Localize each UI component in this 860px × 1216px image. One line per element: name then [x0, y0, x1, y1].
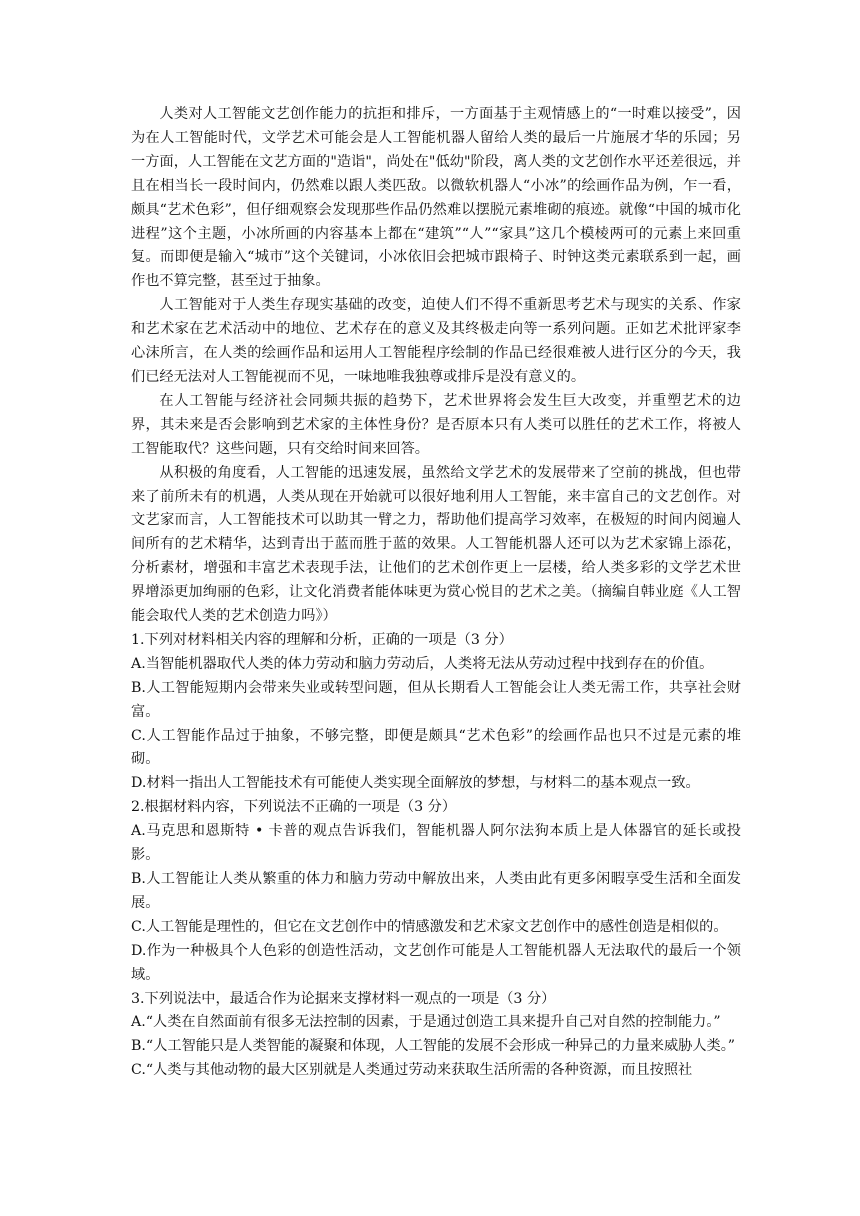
option-c: C.人工智能是理性的，但它在文艺创作中的情感激发和艺术家文艺创作中的感性创造是相似的。	[131, 918, 728, 935]
question-1	[131, 629, 741, 796]
option-d: D.材料一指出人工智能技术有可能使人类实现全面解放的梦想，与材料二的基本观点一致。	[131, 775, 700, 792]
question-3	[131, 988, 741, 1084]
article-paragraph-4: 从积极的角度看，人工智能的迅速发展，虽然给文学艺术的发展带来了空前的挑战，但也带来了前所未有的机遇，人类从现在开始就可以很好地利用人工智能，来丰富自己的文艺创作。对文艺家而言，人工智能技术可以助其一臂之力，帮助他们提高学习效率，在极短的时间内阅遍人间所有的艺术精华，达到青出于蓝而胜于蓝的效果。人工智能机器人还可以为艺术家锦上添花，分析素材，增强和丰富艺术表现手法，让他们的艺术创作更上一层楼，给人类多彩的文学艺术世界增添更加绚丽的色彩，让文化消费者能体味更为赏心悦目的艺术之美。（摘编自韩业庭《人工智能会取代人类的艺术创造力吗》）	[131, 464, 741, 625]
option-a: A.马克思和恩斯特 • 卡普的观点告诉我们，智能机器人阿尔法狗本质上是人体器官的延长或投影。	[131, 823, 741, 864]
option-b: B.人工智能让人类从繁重的体力和脑力劳动中解放出来，人类由此有更多闲暇享受生活和全面发展。	[131, 871, 741, 911]
article	[131, 103, 741, 629]
article-paragraph-2: 人工智能对于人类生存现实基础的改变，迫使人们不得不重新思考艺术与现实的关系、作家和艺术家在艺术活动中的地位、艺术存在的意义及其终极走向等一系列问题。正如艺术批评家李心沫所言，在人类的绘画作品和运用人工智能程序绘制的作品已经很难被人进行区分的今天，我们已经无法对人工智能视而不见，一味地唯我独尊或排斥是没有意义的。	[131, 297, 741, 385]
option-a: A.当智能机器取代人类的体力劳动和脑力劳动后，人类将无法从劳动过程中找到存在的价值。	[131, 655, 714, 672]
option-d: D.作为一种极具个人色彩的创造性活动，文艺创作可能是人工智能机器人无法取代的最后一个领域。	[131, 942, 741, 983]
article-paragraph-3: 在人工智能与经济社会同频共振的趋势下，艺术世界将会发生巨大改变，并重塑艺术的边界，其未来是否会影响到艺术家的主体性身份？是否原本只有人类可以胜任的艺术工作，将被人工智能取代？这些问题，只有交给时间来回答。	[131, 392, 741, 457]
question-stem: 2.根据材料内容，下列说法不正确的一项是（3 分）	[131, 799, 457, 816]
exam-page	[131, 103, 741, 1083]
question-stem: 1.下列对材料相关内容的理解和分析，正确的一项是（3 分）	[131, 631, 513, 648]
question-2	[131, 796, 741, 987]
question-stem: 3.下列说法中，最适合作为论据来支撑材料一观点的一项是（3 分）	[131, 990, 556, 1007]
option-b: B.“人工智能只是人类智能的凝聚和体现，人工智能的发展不会形成一种异己的力量来威胁人类。”	[131, 1038, 736, 1055]
option-c: C.“人类与其他动物的最大区别就是人类通过劳动来获取生活所需的各种资源，而且按照社	[131, 1062, 693, 1079]
option-a: A.“人类在自然面前有很多无法控制的因素，于是通过创造工具来提升自己对自然的控制能力。”	[131, 1014, 721, 1031]
option-c: C.人工智能作品过于抽象，不够完整，即便是颇具“艺术色彩”的绘画作品也只不过是元素的堆砌。	[131, 727, 741, 768]
option-b: B.人工智能短期内会带来失业或转型问题，但从长期看人工智能会让人类无需工作，共享社会财富。	[131, 679, 741, 720]
article-paragraph-1: 人类对人工智能文艺创作能力的抗拒和排斥，一方面基于主观情感上的“一时难以接受”，因为在人工智能时代，文学艺术可能会是人工智能机器人留给人类的最后一片施展才华的乐园；另一方面，人工智能在文艺方面的"造诣"，尚处在"低幼"阶段，离人类的文艺创作水平还差很远，并且在相当长一段时间内，仍然难以跟人类匹敌。以微软机器人“小冰”的绘画作品为例，乍一看，颇具“艺术色彩”，但仔细观察会发现那些作品仍然难以摆脱元素堆砌的痕迹。就像“中国的城市化进程”这个主题，小冰所画的内容基本上都在“建筑”“人”“家具”这几个模棱两可的元素上来回重复。而即便是输入“城市”这个关键词，小冰依旧会把城市跟椅子、时钟这类元素联系到一起，画作也不算完整，甚至过于抽象。	[131, 106, 741, 290]
